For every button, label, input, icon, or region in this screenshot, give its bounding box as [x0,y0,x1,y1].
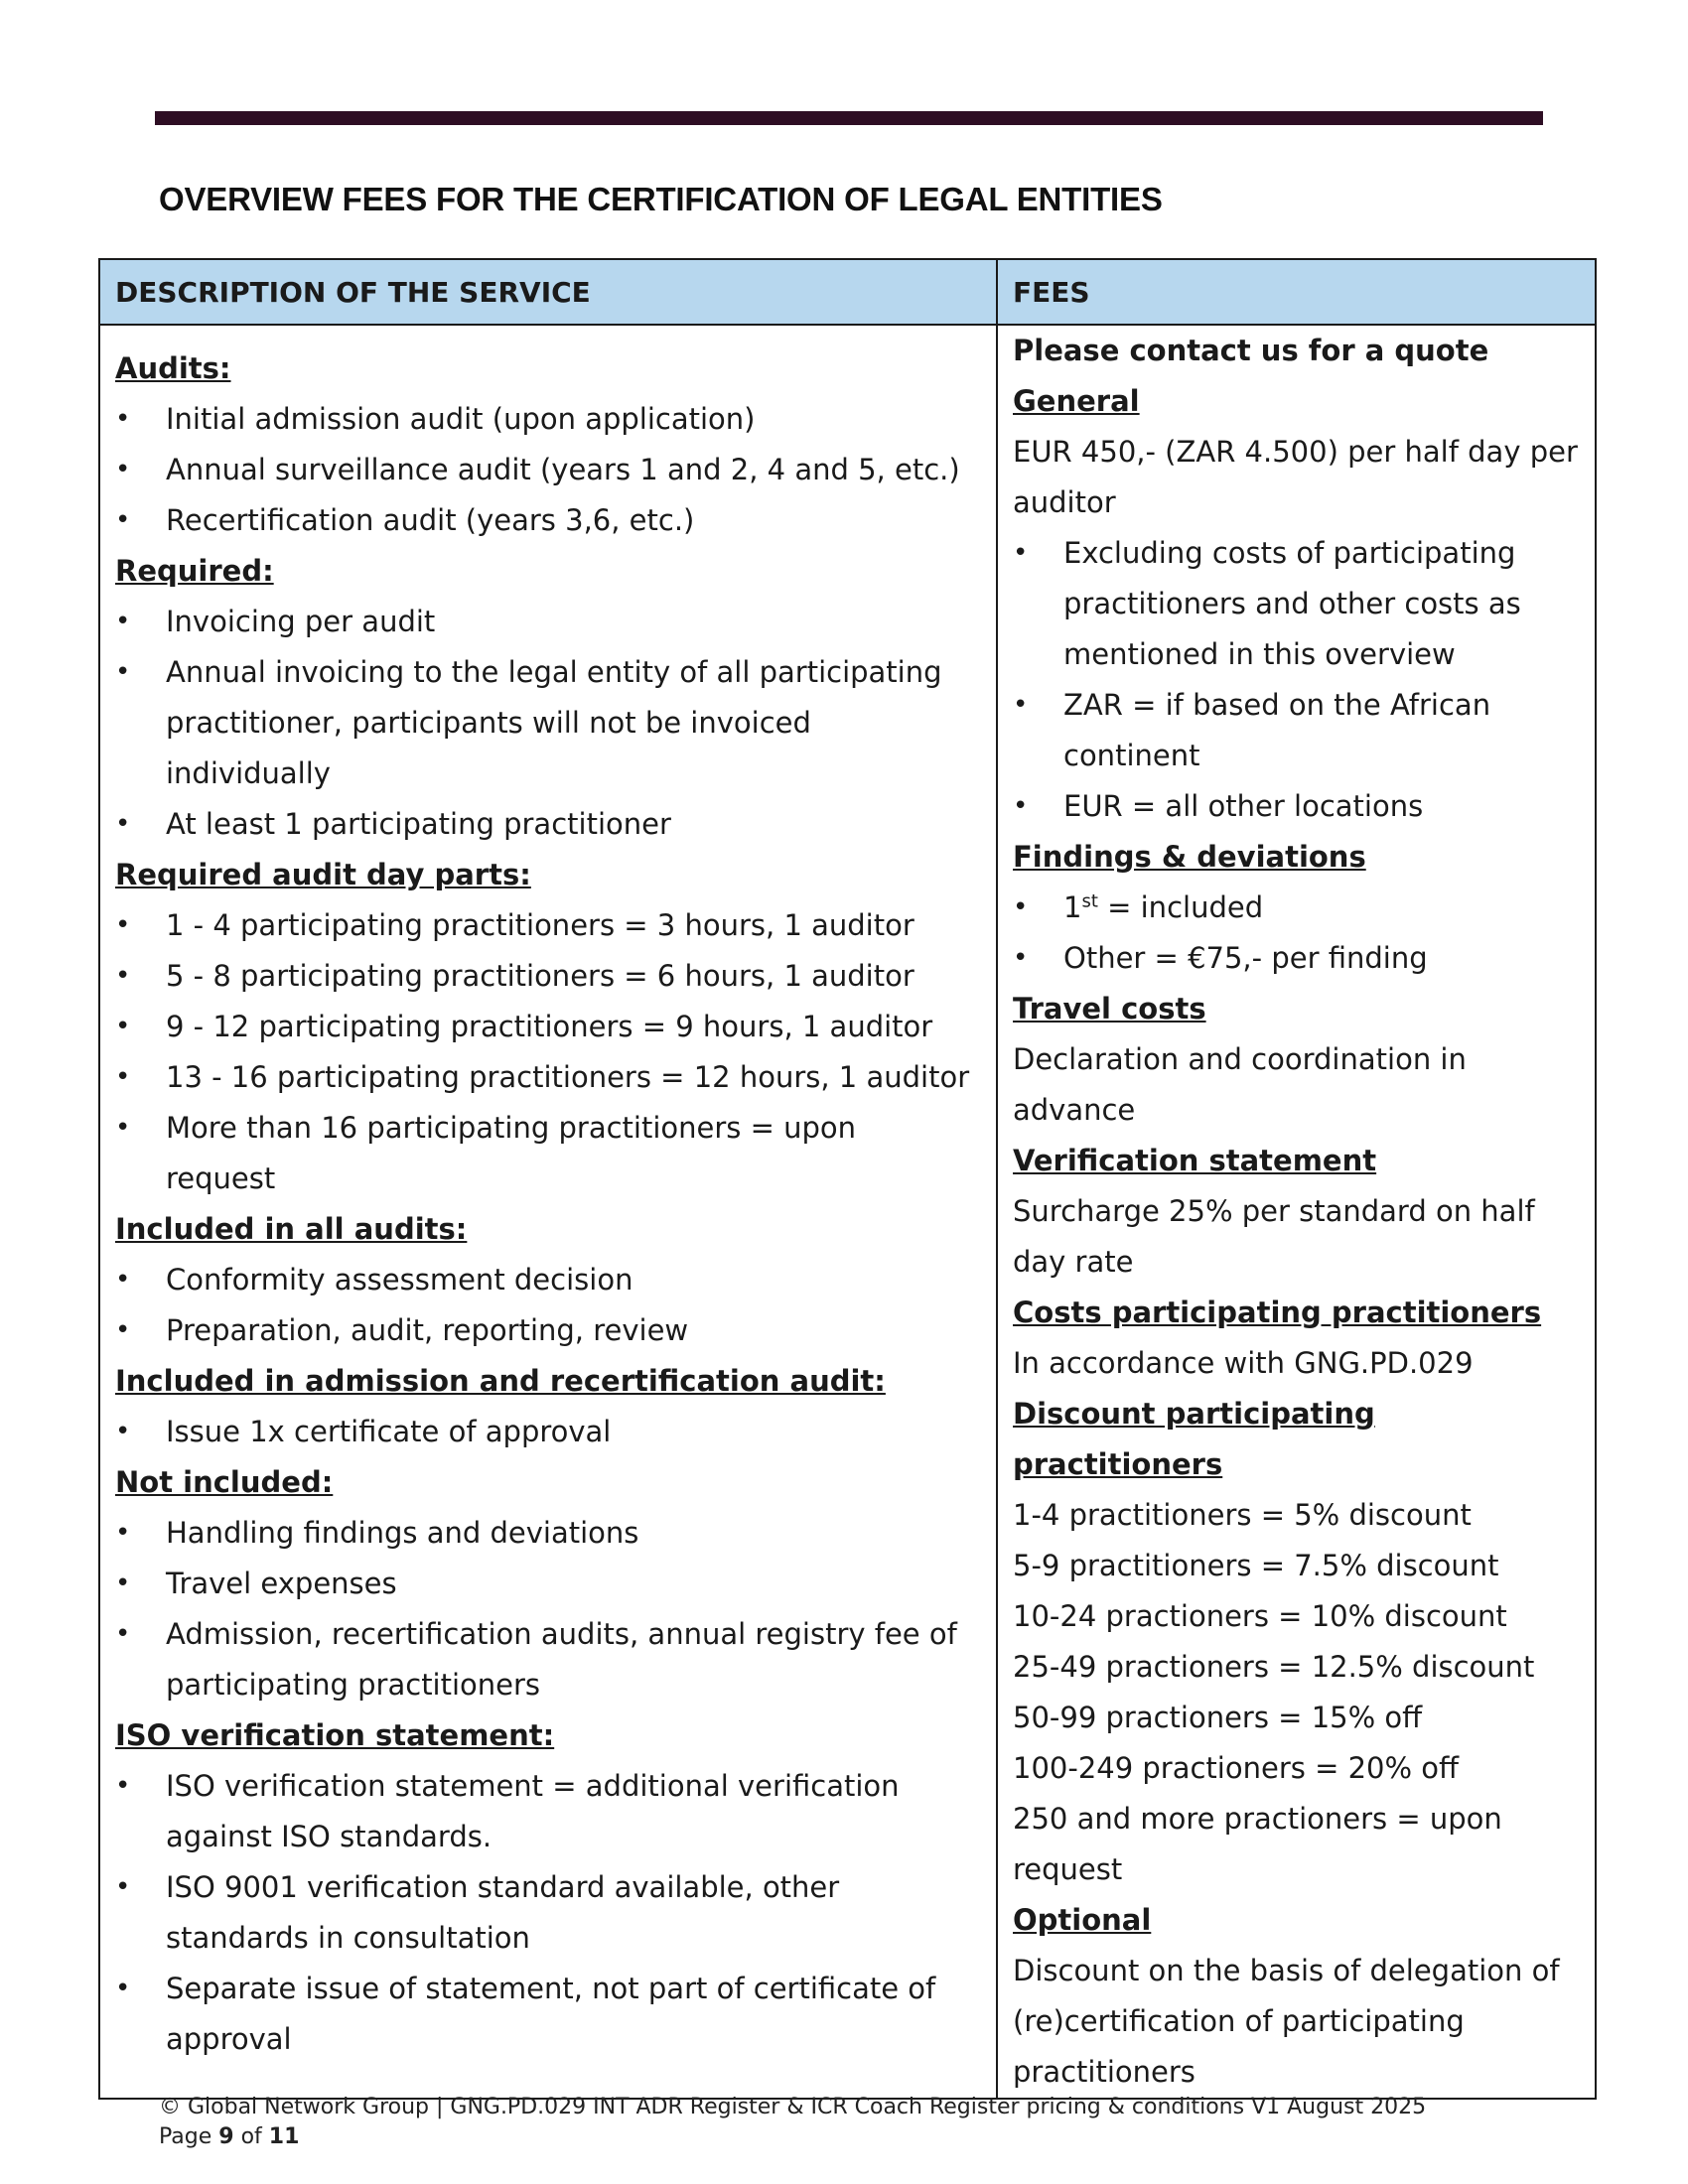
page-current: 9 [218,2124,234,2149]
section-heading-iso: ISO verification statement: [115,1718,555,1752]
list-item: • Initial admission audit (upon application) [115,394,972,445]
section-heading-not-included: Not included: [115,1465,334,1499]
findings-list [1013,883,1579,984]
section-heading-findings: Findings & deviations [1013,840,1366,874]
list-item: • Annual invoicing to the legal entity of all participating practitioner, participants will not be invoiced individually [115,647,972,799]
list-item: • Preparation, audit, reporting, review [115,1305,972,1356]
footer-copyright: © Global Network Group | GNG.PD.029 INT ADR Register & ICR Coach Register pricing & conditions V1 August 2025 [159,2095,1427,2119]
verification-text: Surcharge 25% per standard on half day rate [1013,1194,1535,1279]
list-item: • Separate issue of statement, not part of certificate of approval [115,1964,972,2065]
list-item: • Admission, recertification audits, annual registry fee of participating practitioners [115,1609,972,1710]
list-item: • 9 - 12 participating practitioners = 9 hours, 1 auditor [115,1002,972,1052]
section-heading-travel: Travel costs [1013,992,1206,1025]
required-list [115,597,972,850]
table-row [99,325,1596,2099]
included-admission-list [115,1407,972,1457]
audits-list [115,394,972,546]
section-heading-included-all: Included in all audits: [115,1212,468,1246]
page-total: 11 [268,2124,300,2149]
discount-line: 100-249 practioners = 20% off [1013,1751,1459,1785]
costs-practitioners-text: In accordance with GNG.PD.029 [1013,1346,1474,1380]
iso-list [115,1761,972,2065]
section-heading-required: Required: [115,554,274,588]
list-item: • Annual surveillance audit (years 1 and 2, 4 and 5, etc.) [115,445,972,495]
list-item: • 1 - 4 participating practitioners = 3 hours, 1 auditor [115,900,972,951]
section-heading-general: General [1013,384,1140,418]
list-item: • Other = €75,- per finding [1013,933,1579,984]
included-all-list [115,1255,972,1356]
findings-first-suffix: st [1081,890,1098,912]
list-item: • More than 16 participating practitioners = upon request [115,1103,972,1204]
findings-first-text: = included [1097,890,1264,924]
list-item: • At least 1 participating practitioner [115,799,972,850]
discount-line: 1-4 practitioners = 5% discount [1013,1498,1472,1532]
section-heading-costs-practitioners: Costs participating practitioners [1013,1296,1542,1329]
list-item: • 5 - 8 participating practitioners = 6 hours, 1 auditor [115,951,972,1002]
list-item: • ZAR = if based on the African continent [1013,680,1579,781]
page-footer [159,2093,1426,2152]
general-list [1013,528,1579,832]
list-item: • Issue 1x certificate of approval [115,1407,972,1457]
fees-cell [997,325,1596,2099]
list-item: • ISO verification statement = additional verification against ISO standards. [115,1761,972,1862]
list-item: • Invoicing per audit [115,597,972,647]
section-heading-discount: Discount participating practitioners [1013,1397,1375,1481]
list-item [1013,883,1579,933]
list-item: • ISO 9001 verification standard available, other standards in consultation [115,1862,972,1964]
list-item: • 13 - 16 participating practitioners = 12 hours, 1 auditor [115,1052,972,1103]
list-item: • Excluding costs of participating practitioners and other costs as mentioned in this overview [1013,528,1579,680]
discount-line: 25-49 practioners = 12.5% discount [1013,1650,1535,1684]
discount-line: 10-24 practioners = 10% discount [1013,1599,1507,1633]
description-cell [99,325,997,2099]
section-heading-day-parts: Required audit day parts: [115,858,531,891]
list-item: • Recertification audit (years 3,6, etc.) [115,495,972,546]
section-heading-verification: Verification statement [1013,1144,1377,1177]
section-heading-included-admission: Included in admission and recertification audit: [115,1364,886,1398]
findings-first-number: 1 [1063,890,1082,924]
page-label: Page [159,2124,219,2149]
page-title: OVERVIEW FEES FOR THE CERTIFICATION OF LEGAL ENTITIES [159,181,1163,217]
section-heading-audits: Audits: [115,351,231,385]
description-header: DESCRIPTION OF THE SERVICE [99,259,997,325]
discount-line: 50-99 practioners = 15% off [1013,1701,1423,1734]
fees-table [98,258,1597,2100]
day-parts-list [115,900,972,1204]
table-header-row [99,259,1596,325]
optional-text: Discount on the basis of delegation of (re)certification of participating practitioners [1013,1954,1560,2089]
discount-line: 250 and more practioners = upon request [1013,1802,1502,1886]
list-item: • Conformity assessment decision [115,1255,972,1305]
list-item: • Travel expenses [115,1559,972,1609]
general-rate: EUR 450,- (ZAR 4.500) per half day per auditor [1013,435,1578,519]
section-heading-optional: Optional [1013,1903,1152,1937]
list-item: • EUR = all other locations [1013,781,1579,832]
page-of: of [233,2124,269,2149]
list-item: • Handling findings and deviations [115,1508,972,1559]
page-number [159,2122,1426,2152]
fees-header: FEES [997,259,1596,325]
travel-text: Declaration and coordination in advance [1013,1042,1467,1127]
top-rule [155,111,1543,125]
quote-note: Please contact us for a quote [1013,334,1489,367]
not-included-list [115,1508,972,1710]
discount-line: 5-9 practitioners = 7.5% discount [1013,1549,1499,1582]
